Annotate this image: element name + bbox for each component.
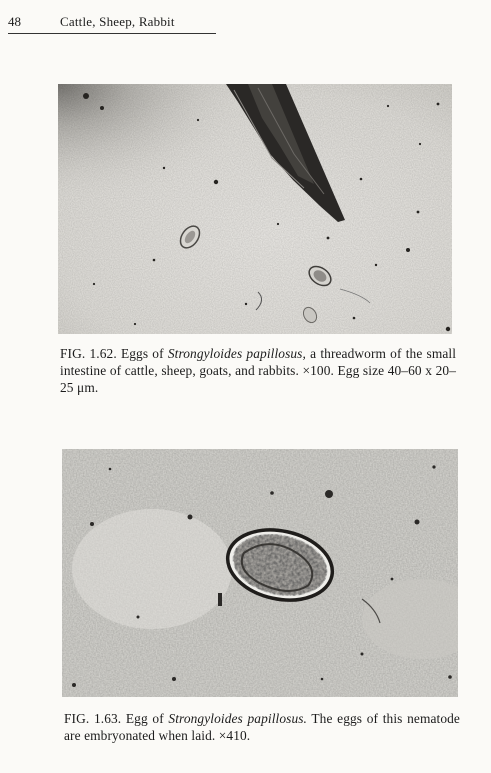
caption-text-after: The eggs of this nematode are embryonated when laid. ×410. (64, 711, 460, 743)
figure-1-62-photomicrograph (58, 84, 452, 334)
species-name: Strongyloides papillosus. (168, 711, 307, 726)
page-number: 48 (8, 14, 21, 29)
caption-text-after: a threadworm of the small intestine of cattle, sheep, goats, and rabbits. ×100. Egg size 40–60 x 20–25 μm. (60, 346, 457, 395)
caption-text-before: Egg of (125, 711, 164, 726)
figure-1-62-caption (60, 346, 456, 396)
species-name: Strongyloides papillosus, (167, 346, 306, 361)
figure-label: FIG. 1.62. (60, 346, 117, 361)
running-header (8, 14, 216, 34)
figure-1-63-photomicrograph (62, 449, 458, 697)
caption-text-before: Eggs of (120, 346, 164, 361)
figure-1-63-caption (64, 711, 460, 745)
figure-label: FIG. 1.63. (64, 711, 122, 726)
running-title: Cattle, Sheep, Rabbit (60, 14, 175, 29)
